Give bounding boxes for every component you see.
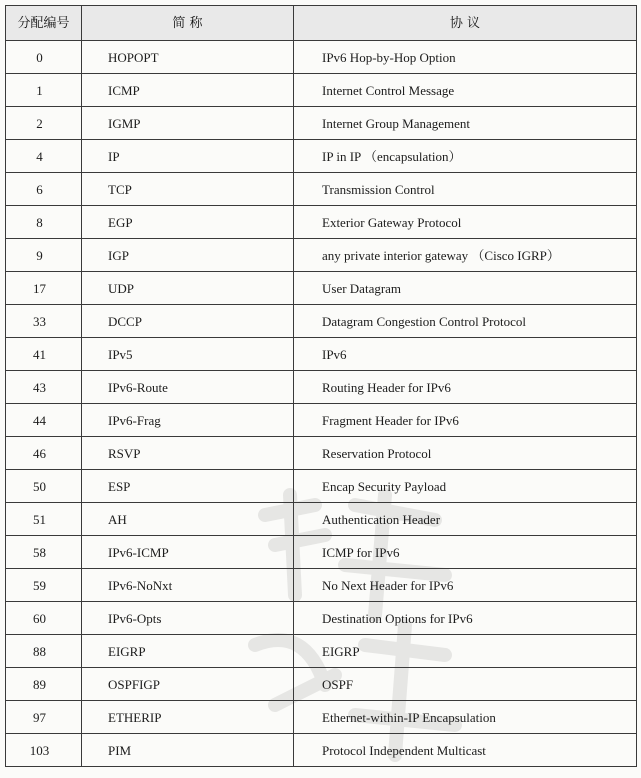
cell-abbreviation: IPv5 [82,338,294,371]
cell-number: 60 [6,602,82,635]
cell-protocol: IP in IP （encapsulation） [294,140,637,173]
cell-protocol: Authentication Header [294,503,637,536]
table-row [6,635,637,668]
cell-protocol: Protocol Independent Multicast [294,734,637,767]
cell-abbreviation: ESP [82,470,294,503]
column-header-abbreviation: 简 称 [82,6,294,41]
cell-abbreviation: AH [82,503,294,536]
table-row [6,107,637,140]
cell-protocol: No Next Header for IPv6 [294,569,637,602]
cell-number: 6 [6,173,82,206]
cell-protocol: Exterior Gateway Protocol [294,206,637,239]
cell-number: 89 [6,668,82,701]
table-row [6,371,637,404]
cell-number: 1 [6,74,82,107]
cell-number: 43 [6,371,82,404]
cell-protocol: OSPF [294,668,637,701]
cell-abbreviation: OSPFIGP [82,668,294,701]
cell-number: 88 [6,635,82,668]
cell-abbreviation: IGMP [82,107,294,140]
cell-number: 8 [6,206,82,239]
cell-protocol: Internet Control Message [294,74,637,107]
cell-protocol: Fragment Header for IPv6 [294,404,637,437]
cell-number: 0 [6,41,82,74]
table-row [6,602,637,635]
cell-number: 103 [6,734,82,767]
document-page [5,5,636,773]
table-row [6,41,637,74]
cell-abbreviation: RSVP [82,437,294,470]
cell-abbreviation: IPv6-Route [82,371,294,404]
cell-abbreviation: TCP [82,173,294,206]
table-row [6,503,637,536]
table-row [6,536,637,569]
table-row [6,206,637,239]
cell-protocol: any private interior gateway （Cisco IGRP） [294,239,637,272]
table-row [6,437,637,470]
cell-abbreviation: IPv6-Opts [82,602,294,635]
cell-abbreviation: PIM [82,734,294,767]
cell-abbreviation: IGP [82,239,294,272]
cell-protocol: User Datagram [294,272,637,305]
cell-number: 50 [6,470,82,503]
cell-number: 97 [6,701,82,734]
table-row [6,404,637,437]
table-body [6,41,637,767]
table-row [6,668,637,701]
table-row [6,74,637,107]
table-row [6,239,637,272]
cell-number: 4 [6,140,82,173]
column-header-protocol: 协 议 [294,6,637,41]
cell-number: 59 [6,569,82,602]
table-row [6,701,637,734]
cell-abbreviation: IPv6-NoNxt [82,569,294,602]
table-row [6,173,637,206]
table-row [6,140,637,173]
table-row [6,338,637,371]
cell-abbreviation: UDP [82,272,294,305]
table-row [6,569,637,602]
cell-protocol: Datagram Congestion Control Protocol [294,305,637,338]
cell-number: 2 [6,107,82,140]
cell-protocol: Encap Security Payload [294,470,637,503]
cell-abbreviation: IP [82,140,294,173]
cell-abbreviation: HOPOPT [82,41,294,74]
protocol-number-table [5,5,637,767]
cell-protocol: EIGRP [294,635,637,668]
cell-abbreviation: DCCP [82,305,294,338]
cell-number: 46 [6,437,82,470]
cell-number: 33 [6,305,82,338]
cell-number: 9 [6,239,82,272]
cell-abbreviation: ICMP [82,74,294,107]
cell-number: 58 [6,536,82,569]
cell-protocol: IPv6 [294,338,637,371]
cell-abbreviation: ETHERIP [82,701,294,734]
cell-protocol: IPv6 Hop-by-Hop Option [294,41,637,74]
cell-protocol: Reservation Protocol [294,437,637,470]
table-row [6,272,637,305]
cell-number: 41 [6,338,82,371]
cell-abbreviation: EGP [82,206,294,239]
cell-number: 51 [6,503,82,536]
table-header-row [6,6,637,41]
cell-protocol: ICMP for IPv6 [294,536,637,569]
cell-protocol: Ethernet-within-IP Encapsulation [294,701,637,734]
cell-number: 17 [6,272,82,305]
table-row [6,734,637,767]
cell-protocol: Routing Header for IPv6 [294,371,637,404]
cell-protocol: Transmission Control [294,173,637,206]
cell-protocol: Destination Options for IPv6 [294,602,637,635]
cell-abbreviation: IPv6-ICMP [82,536,294,569]
cell-protocol: Internet Group Management [294,107,637,140]
table-row [6,470,637,503]
cell-number: 44 [6,404,82,437]
cell-abbreviation: IPv6-Frag [82,404,294,437]
cell-abbreviation: EIGRP [82,635,294,668]
table-row [6,305,637,338]
column-header-number: 分配编号 [6,6,82,41]
